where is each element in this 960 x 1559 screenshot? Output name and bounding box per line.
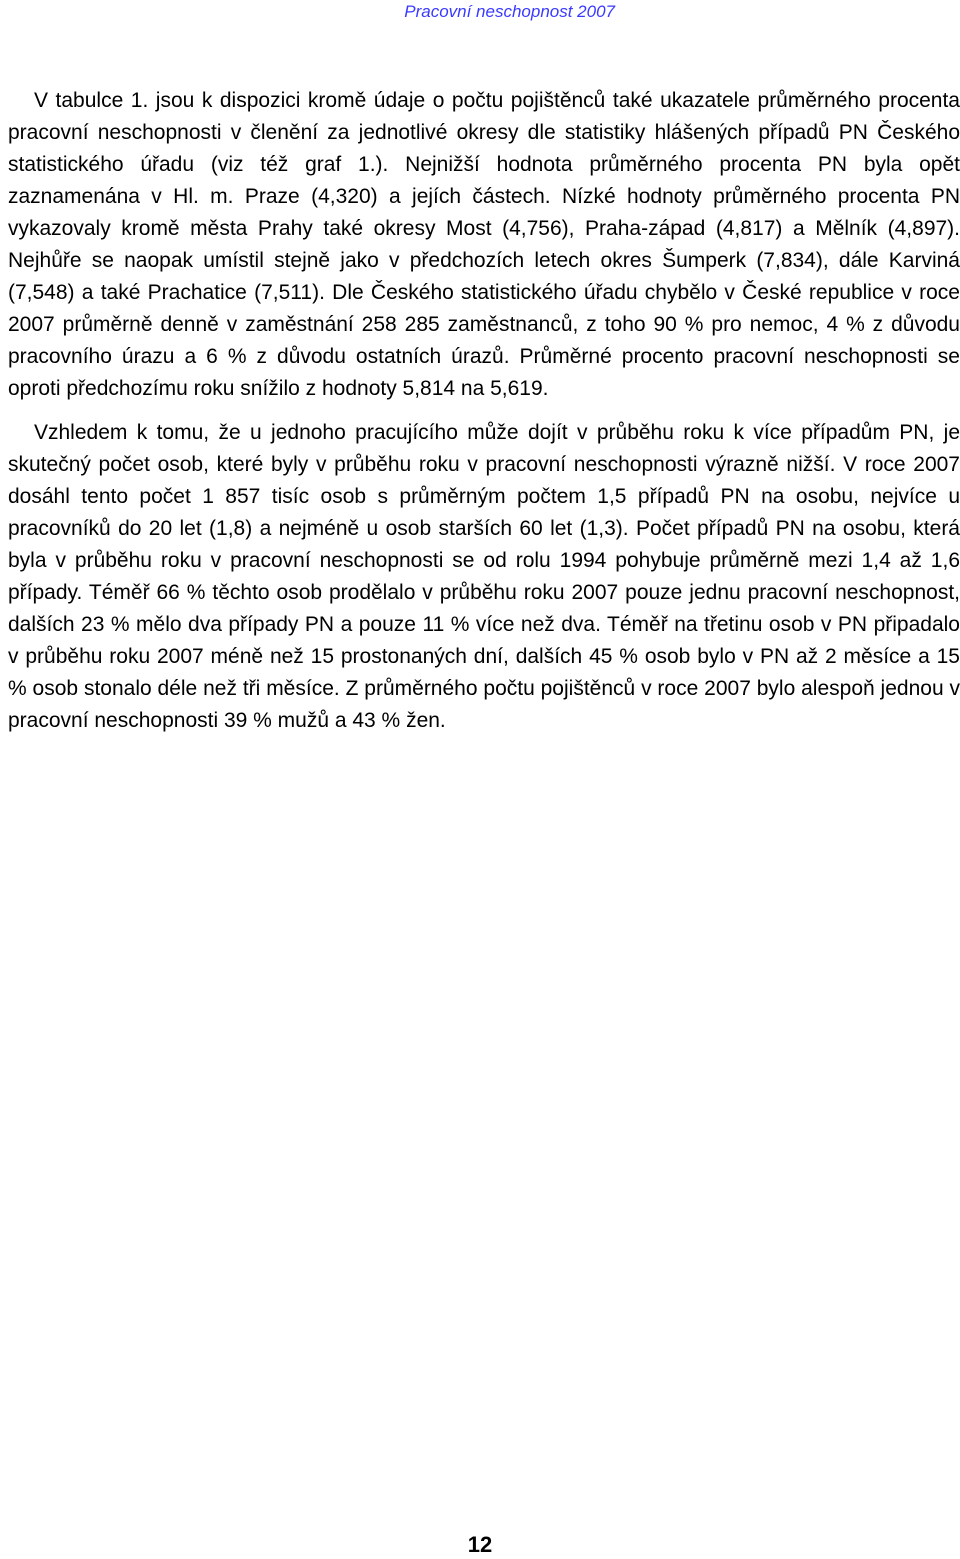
sentence: Téměř 66 % těchto osob prodělalo v průběhu roku 2007 pouze jednu pracovní neschopnost, dalších 23 % mělo dva případy PN a pouze 11 % více než dva.	[8, 581, 960, 636]
paragraph-persons-in-pn	[8, 417, 960, 737]
sentence: V tabulce 1. jsou k dispozici kromě údaje o počtu pojištěnců také ukazatele průměrného procenta pracovní neschopnosti v členění za jednotlivé okresy dle statistiky hlášených případů PN Českého statistického úřadu (viz též graf 1.).	[8, 89, 960, 176]
sentence: Nejnižší hodnota průměrného procenta PN byla opět zaznamenána v Hl. m. Praze (4,320) a jejích částech.	[8, 153, 960, 208]
sentence: Téměř na třetinu osob v PN připadalo v průběhu roku 2007 méně než 15 prostonaných dní, dalších 45 % osob bylo v PN až 2 měsíce a 15 % osob stonalo déle než tři měsíce.	[8, 613, 960, 700]
sentence: Průměrné procento pracovní neschopnosti se oproti předchozímu roku snížilo z hodnoty 5,814 na 5,619.	[8, 345, 960, 400]
sentence: V roce 2007 dosáhl tento počet 1 857 tisíc osob s průměrným počtem 1,5 případů PN na osobu, nejvíce u pracovníků do 20 let (1,8) a nejméně u osob starších 60 let (1,3).	[8, 453, 960, 540]
running-header-title: Pracovní neschopnost 2007	[404, 2, 615, 21]
sentence: Dle Českého statistického úřadu chybělo v České republice v roce 2007 průměrně denně v zaměstnání 258 285 zaměstnanců, z toho 90 % pro nemoc, 4 % z důvodu pracovního úrazu a 6 % z důvodu ostatních úrazů.	[8, 281, 960, 368]
document-body	[8, 85, 960, 737]
sentence: Z průměrného počtu pojištěnců v roce 2007 bylo alespoň jednou v pracovní neschopnosti 39 % mužů a 43 % žen.	[8, 677, 960, 732]
sentence: Nejhůře se naopak umístil stejně jako v předchozích letech okres Šumperk (7,834), dále Karviná (7,548) a také Prachatice (7,511).	[8, 249, 960, 304]
sentence: Počet případů PN na osobu, která byla v průběhu roku v pracovní neschopnosti se od rolu 1994 pohybuje průměrně mezi 1,4 až 1,6 případy.	[8, 517, 960, 604]
sentence: Vzhledem k tomu, že u jednoho pracujícího může dojít v průběhu roku k více případům PN, je skutečný počet osob, které byly v průběhu roku v pracovní neschopnosti výrazně nižší.	[8, 421, 960, 476]
paragraph-district-statistics	[8, 85, 960, 405]
page-number: 12	[467, 1532, 493, 1557]
sentence: Nízké hodnoty průměrného procenta PN vykazovaly kromě města Prahy také okresy Most (4,756), Praha-západ (4,817) a Mělník (4,897).	[8, 185, 960, 240]
